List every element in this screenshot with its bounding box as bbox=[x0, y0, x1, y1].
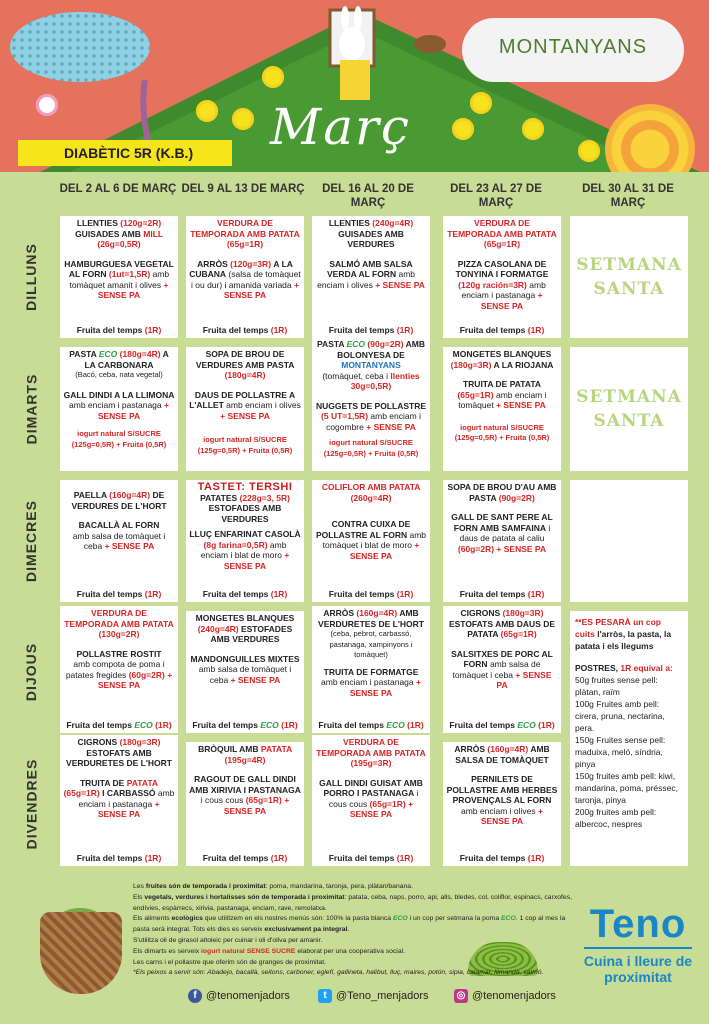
menu-cell: VERDURA DE TEMPORADA AMB PATATA (195g=3R) GALL DINDI GUISAT AMB PORRO I PASTANAGA i cous cous (65g=1R) + SENSE PA Fruita del temps (1R) bbox=[312, 735, 430, 866]
instagram-link[interactable]: ◎ @tenomenjadors bbox=[454, 988, 556, 1004]
instagram-icon: ◎ bbox=[454, 989, 468, 1003]
flower-icon bbox=[232, 108, 254, 130]
menu-cell: SOPA DE BROU DE VERDURES AMB PASTA (180g=4R) DAUS DE POLLASTRE A L'ALLET amb enciam i olives + SENSE PA iogurt natural S/SUCRE (125g=0,5R) + Fruita (0,5R) bbox=[186, 347, 304, 471]
day-label: DIJOUS bbox=[23, 642, 39, 702]
menu-cell: MONGETES BLANQUES (240g=4R) ESTOFADES AMB VERDURES MANDONGUILLES MIXTES amb salsa de tomàquet i ceba + SENSE PA Fruita del temps ECO (1R) bbox=[186, 611, 304, 733]
menu-cell: SOPA DE BROU D'AU AMB PASTA (90g=2R) GALL DE SANT PERE AL FORN AMB SAMFAINA i daus de patata al caliu (60g=2R) + SENSE PA Fruita del temps (1R) bbox=[443, 480, 561, 602]
twitter-icon: t bbox=[318, 989, 332, 1003]
menu-cell: CIGRONS (180g=3R) ESTOFATS AMB VERDURETES DE L'HORT TRUITA DE PATATA (65g=1R) I CARBASSÓ amb enciam i pastanaga + SENSE PA Fruita del temps (1R) bbox=[60, 735, 178, 866]
menu-cell: LLENTIES (240g=4R) GUISADES AMB VERDURES SALMÓ AMB SALSA VERDA AL FORN amb enciam i olives + SENSE PA Fruita del temps (1R) bbox=[312, 216, 430, 338]
week-header: DEL 30 AL 31 DE MARÇ bbox=[582, 183, 674, 209]
flower-icon bbox=[196, 100, 218, 122]
flower-icon bbox=[522, 118, 544, 140]
holiday-cell: SETMANA SANTA bbox=[570, 216, 688, 338]
menu-cell: COLIFLOR AMB PATATA (260g=4R) CONTRA CUIXA DE POLLASTRE AL FORN amb tomàquet i blat de moro + SENSE PA Fruita del temps (1R) bbox=[312, 480, 430, 602]
menu-cell: PASTA ECO (90g=2R) AMB BOLONYESA DE MONTANYANS (tomàquet, ceba i llenties 30g=0,5R) NUGGETS DE POLLASTRE (5 UT=1,5R) amb enciam i cogombre + SENSE PA iogurt natural S/SUCRE (125g=0,5R) + Fruita (0,5R) bbox=[312, 337, 430, 471]
week-header: DEL 16 AL 20 DE MARÇ bbox=[322, 183, 414, 209]
week-header: DEL 2 AL 6 DE MARÇ bbox=[59, 183, 177, 195]
facebook-link[interactable]: f @tenomenjadors bbox=[188, 988, 290, 1004]
flower-icon bbox=[262, 66, 284, 88]
basket-illustration bbox=[40, 912, 122, 994]
flower-icon bbox=[36, 94, 58, 116]
menu-cell: ARRÒS (160g=4R) AMB VERDURETES DE L'HORT (ceba, pebrot, carbassó, pastanaga, xampinyons i tomàquet) TRUITA DE FORMATGE amb enciam i pastanaga + SENSE PA Fruita del temps ECO (1R) bbox=[312, 606, 430, 733]
day-label: DILLUNS bbox=[23, 243, 40, 311]
menu-cell: MONGETES BLANQUES (180g=3R) A LA RIOJANA TRUITA DE PATATA (65g=1R) amb enciam i tomàquet + SENSE PA iogurt natural S/SUCRE (125g=0,5R) + Fruita (0,5R) bbox=[443, 347, 561, 471]
empty-cell bbox=[570, 480, 688, 602]
week-header: DEL 9 AL 13 DE MARÇ bbox=[181, 183, 305, 195]
menu-cell: ARRÒS (160g=4R) AMB SALSA DE TOMÀQUET PERNILETS DE POLLASTRE AMB HERBES PROVENÇALS AL FORN amb enciam i olives + SENSE PA Fruita del temps (1R) bbox=[443, 742, 561, 866]
school-name: MONTANYANS bbox=[498, 36, 648, 58]
notes-panel: **ES PESARÀ un cop cuits l'arròs, la pasta, la patata i els llegums POSTRES, 1R equival a: 50g fruites sense pell: plàtan, raïm 100g Fruites amb pell: cirera, pruna, nectarina, pera. 150g Fruites sense pell: maduixa, meló, síndria, pinya 150g fruites amb pell: kiwi, mandarina, poma, préssec, taronja, pinya 200g fruites amb pell: albercoc, nespres bbox=[570, 611, 688, 866]
menu-cell: VERDURA DE TEMPORADA AMB PATATA (130g=2R) POLLASTRE ROSTIT amb compota de poma i patates fregides (60g=2R) + SENSE PA Fruita del temps ECO (1R) bbox=[60, 606, 178, 733]
menu-cell: CIGRONS (180g=3R) ESTOFATS AMB DAUS DE PATATA (65g=1R) SALSITXES DE PORC AL FORN amb salsa de tomàquet i ceba + SENSE PA Fruita del temps ECO (1R) bbox=[443, 606, 561, 733]
flower-icon bbox=[452, 118, 474, 140]
day-label: DIVENDRES bbox=[23, 758, 39, 850]
menu-cell: PASTA ECO (180g=4R) A LA CARBONARA (Bacó, ceba, nata vegetal) GALL DINDI A LA LLIMONA amb enciam i pastanaga + SENSE PA iogurt natural S/SUCRE (125g=0,5R) + Fruita (0,5R) bbox=[60, 347, 178, 471]
day-label: DIMECRES bbox=[23, 500, 39, 582]
menu-cell: VERDURA DE TEMPORADA AMB PATATA (65g=1R) PIZZA CASOLANA DE TONYINA I FORMATGE (120g ración=3R) amb enciam i pastanaga + SENSE PA Fruita del temps (1R) bbox=[443, 216, 561, 338]
week-header: DEL 23 AL 27 DE MARÇ bbox=[450, 183, 542, 209]
flower-icon bbox=[470, 92, 492, 114]
holiday-cell: SETMANA SANTA bbox=[570, 347, 688, 471]
menu-cell: TASTET: TERSHI PATATES (228g=3, 5R) ESTOFADES AMB VERDURES LLUÇ ENFARINAT CASOLÀ (8g farina=0,5R) amb enciam i blat de moro + SENSE PA Fruita del temps (1R) bbox=[186, 480, 304, 602]
menu-cell: BRÒQUIL AMB PATATA (195g=4R) RAGOUT DE GALL DINDI AMB XIRIVIA I PASTANAGA i cous cous (65g=1R) + SENSE PA Fruita del temps (1R) bbox=[186, 742, 304, 866]
facebook-icon: f bbox=[188, 989, 202, 1003]
twitter-link[interactable]: t @Teno_menjadors bbox=[318, 988, 429, 1004]
flower-icon bbox=[578, 140, 600, 162]
diet-label: DIABÈTIC 5R (K.B.) bbox=[18, 140, 232, 166]
day-label: DIMARTS bbox=[23, 373, 39, 445]
teno-logo: Teno Cuina i lleure de proximitat bbox=[583, 902, 693, 985]
menu-cell: VERDURA DE TEMPORADA AMB PATATA (65g=1R) ARRÒS (120g=3R) A LA CUBANA (salsa de tomàquet i ou dur) i amanida variada + SENSE PA Fruita del temps (1R) bbox=[186, 216, 304, 338]
header-illustration bbox=[0, 0, 709, 172]
footer-notes: Les fruites són de temporada i proximitat: poma, mandarina, taronja, pera, plàtan/banana. Els vegetals, verdures i hortalisses són de temporada i proximitat: patata, ceba, naps, porro, api, alls, bledes, col, coliflor, espinacs, carxofes, endívies, espàrrecs, xirivia, pastanaga, enciam, rave, remolatxa. Els aliments ecològics que utilitzem en els nostres menús són: 100% la pasta blanca ECO i un cop per setmana la poma ECO. 1 cop al mes la pasta serà integral. Tots els dies es serveix exclusivament pa integral. S'utilitza oli de girasol altoleic per cuinar i oli d'oliva per amanir. Els dimarts es serveix iogurt natural SENSE SUCRE elaborat per una cooperativa social. Les carns i el pollastre que oferim són de granges de proximitat. *Els peixos a servir són: Abadejo, bacallà, seitons, carboner, eglefí, gallineta, halibut, lluç, maires, potón, sipia, calamar, llimanda, salmó. bbox=[133, 883, 572, 977]
month-title: Març bbox=[270, 98, 411, 156]
menu-cell: LLENTIES (120g=2R) GUISADES AMB MILL (26g=0,5R) HAMBURGUESA VEGETAL AL FORN (1ut=1,5R) amb tomàquet amanit i olives + SENSE PA Fruita del temps (1R) bbox=[60, 216, 178, 338]
menu-cell: PAELLA (160g=4R) DE VERDURES DE L'HORT BACALLÀ AL FORN amb salsa de tomàquet i ceba + SENSE PA Fruita del temps (1R) bbox=[60, 480, 178, 602]
